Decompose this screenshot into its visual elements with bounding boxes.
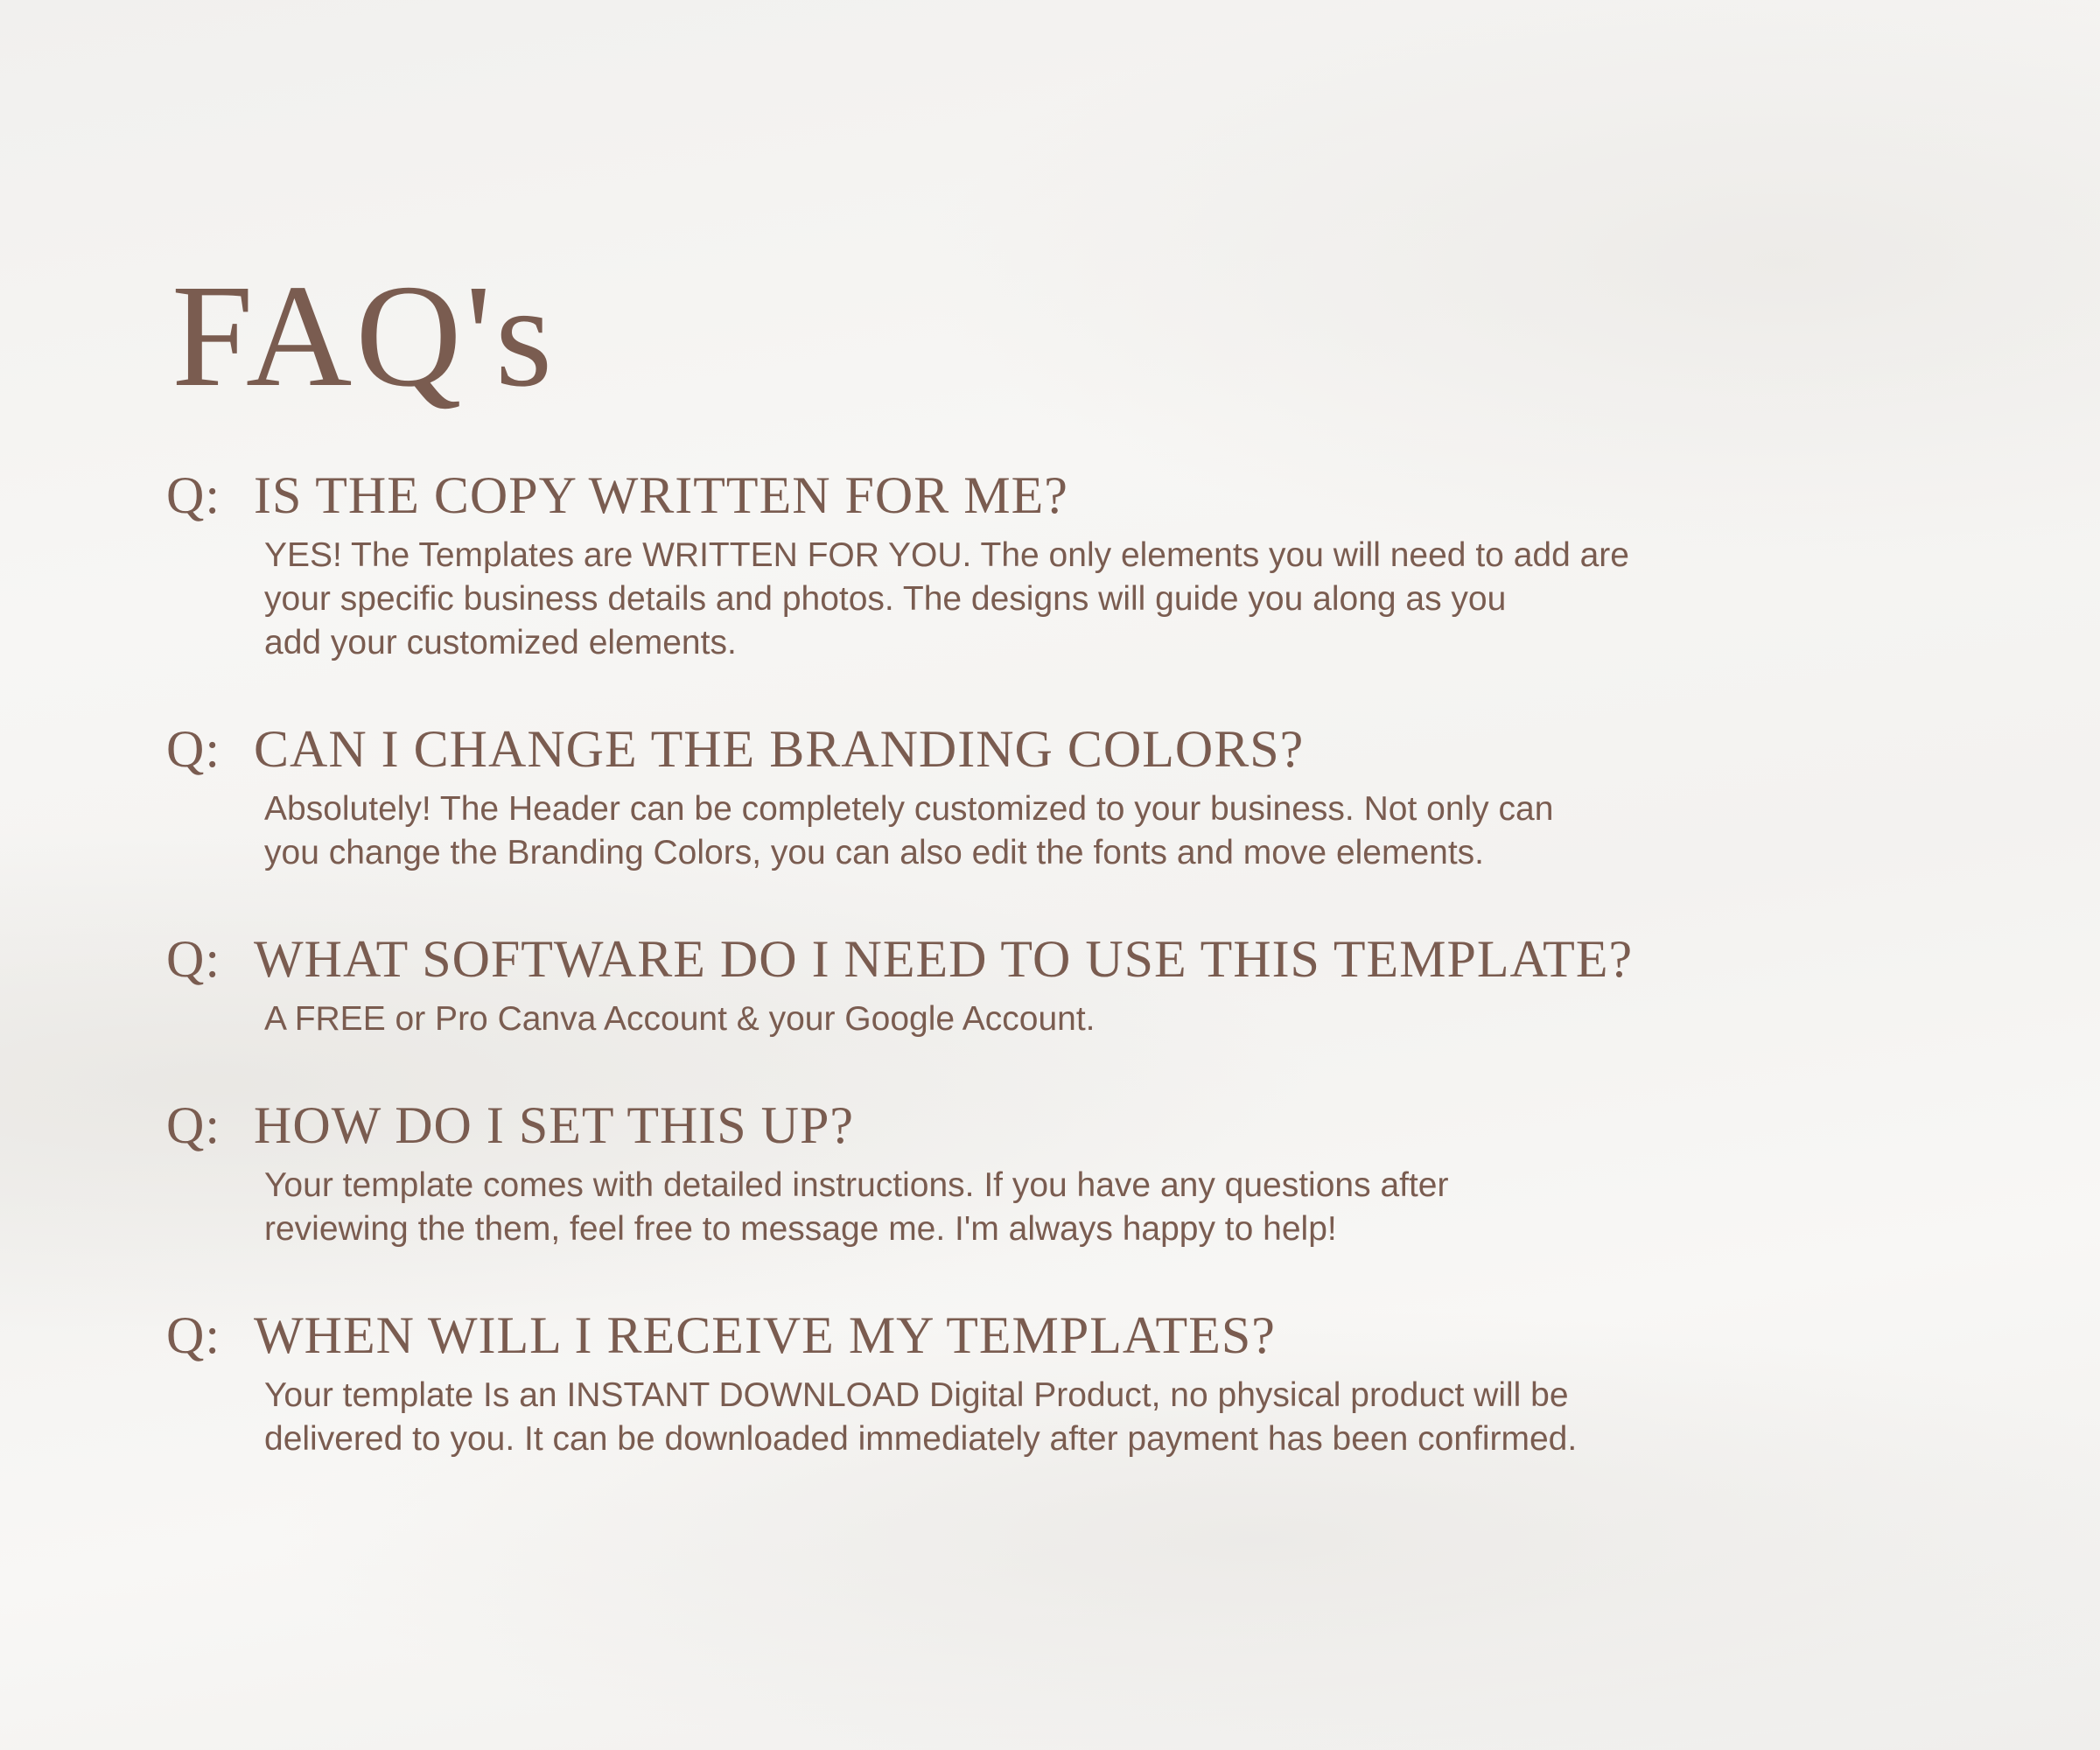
question-prefix: Q: [166,466,220,524]
question-text: WHAT SOFTWARE DO I NEED TO USE THIS TEMPLATE? [254,930,1634,988]
page-title: FAQ's [172,255,556,417]
question-prefix: Q: [166,1096,220,1154]
faq-question [166,1304,1969,1367]
question-text: CAN I CHANGE THE BRANDING COLORS? [254,720,1305,778]
faq-answer: Absolutely! The Header can be completely customized to your business. Not only can you change the Branding Colors, you can also edit the fonts and move elements. [264,790,1554,872]
faq-answer: Your template comes with detailed instructions. If you have any questions after reviewing the them, feel free to message me. I'm always happy to help! [264,1166,1449,1248]
faq-answer: A FREE or Pro Canva Account & your Google Account. [264,1000,1096,1038]
faq-item-software [166,928,1969,1041]
faq-answer: YES! The Templates are WRITTEN FOR YOU. The only elements you will need to add are your specific business details and photos. The designs will guide you along as you add your customized elements. [264,536,1629,662]
faq-item-receive-templates [166,1304,1969,1461]
question-prefix: Q: [166,930,220,988]
faq-item-branding-colors [166,718,1969,875]
faq-item-setup [166,1094,1969,1251]
question-text: WHEN WILL I RECEIVE MY TEMPLATES? [254,1306,1276,1364]
faq-question [166,464,1969,527]
question-text: IS THE COPY WRITTEN FOR ME? [254,466,1068,524]
question-prefix: Q: [166,1306,220,1364]
faq-question [166,1094,1969,1157]
question-prefix: Q: [166,720,220,778]
faq-question [166,718,1969,780]
faq-item-copy-written [166,464,1969,665]
faq-question [166,928,1969,990]
faq-answer: Your template Is an INSTANT DOWNLOAD Digital Product, no physical product will be delivered to you. It can be downloaded immediately after payment has been confirmed. [264,1376,1578,1458]
question-text: HOW DO I SET THIS UP? [254,1096,855,1154]
